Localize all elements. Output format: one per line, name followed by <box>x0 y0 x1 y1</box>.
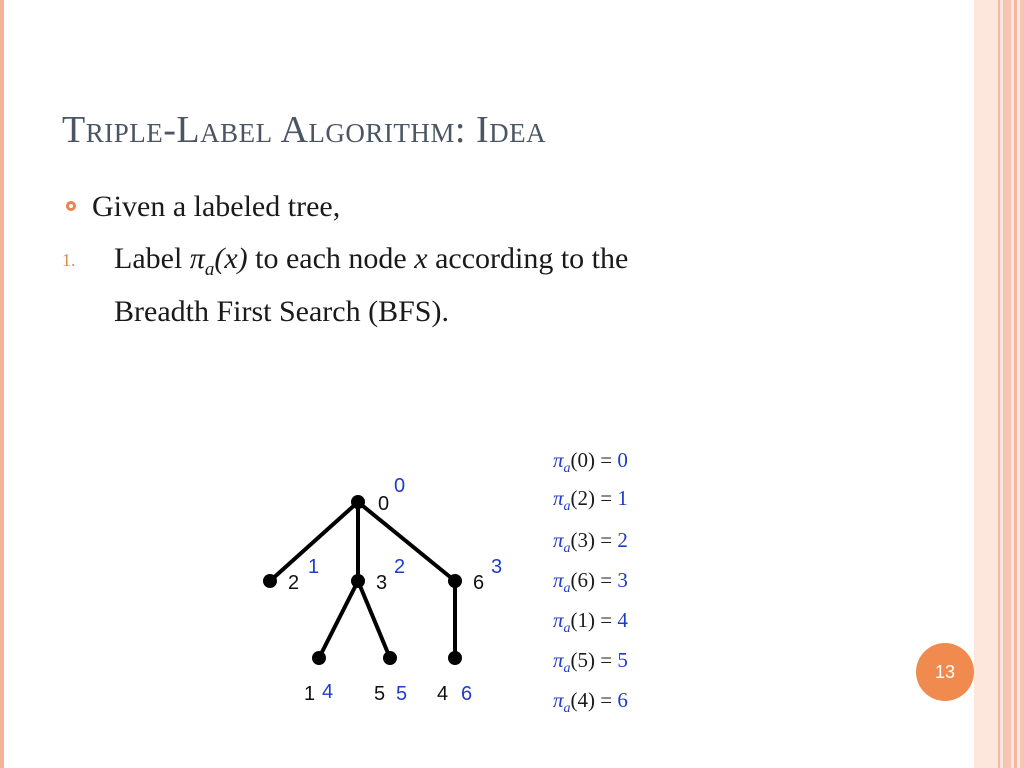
pi-subscript: a <box>563 581 571 597</box>
node-label-3: 3 <box>376 572 388 594</box>
tree-node-2 <box>263 574 277 588</box>
right-decorative-stripes <box>974 0 1024 768</box>
pi-symbol: π <box>553 528 564 552</box>
bullet-text: Given a labeled tree, <box>92 190 341 223</box>
tree-edge-0-6 <box>358 502 455 581</box>
pi-subscript: a <box>563 621 571 637</box>
pi-value: 5 <box>617 648 628 672</box>
pi-subscript: a <box>563 661 571 677</box>
pi-symbol: π <box>553 608 564 632</box>
pi-row <box>553 528 628 557</box>
pi-subscript: a <box>204 259 215 280</box>
pi-value: 6 <box>617 688 628 712</box>
pi-subscript: a <box>563 541 571 557</box>
text-mid: to each node <box>247 242 415 275</box>
pi-row <box>553 486 628 515</box>
bfs-label-0: 0 <box>394 475 406 497</box>
tree-node-1 <box>312 651 326 665</box>
tree-node-3 <box>351 574 365 588</box>
tree-node-4 <box>448 651 462 665</box>
slide-title: Triple-Label Algorithm: Idea <box>62 109 547 151</box>
bfs-label-4: 6 <box>461 683 473 705</box>
text-label: Label <box>114 242 190 275</box>
list-marker: 1. <box>62 250 76 270</box>
node-label-1: 1 <box>304 683 316 705</box>
pi-subscript: a <box>563 499 571 515</box>
node-label-0: 0 <box>378 493 390 515</box>
pi-value: 3 <box>617 568 628 592</box>
bfs-label-2: 1 <box>308 556 320 578</box>
stripe <box>1014 0 1017 768</box>
pi-symbol: π <box>553 568 564 592</box>
bfs-label-3: 2 <box>394 556 406 578</box>
stripe <box>998 0 1000 768</box>
pi-argument: (0) = <box>570 448 618 472</box>
bfs-label-1: 4 <box>322 681 334 703</box>
tree-node-6 <box>448 574 462 588</box>
node-label-5: 5 <box>374 683 386 705</box>
stripe <box>1003 0 1011 768</box>
var-x: x <box>414 242 428 275</box>
pi-argument: (4) = <box>570 688 618 712</box>
pi-value: 2 <box>617 528 628 552</box>
pi-row <box>553 648 628 677</box>
ring-bullet-icon <box>66 201 76 211</box>
pi-argument: (3) = <box>570 528 618 552</box>
pi-row <box>553 608 628 637</box>
pi-subscript: a <box>563 461 571 477</box>
page-number-badge: 13 <box>916 643 974 701</box>
stripe <box>1020 0 1024 768</box>
numbered-text <box>114 238 834 333</box>
bfs-label-5: 5 <box>396 683 408 705</box>
text-line2: Breadth First Search (BFS). <box>114 295 449 328</box>
tree-edge-3-1 <box>319 581 358 658</box>
pi-symbol: π <box>553 448 564 472</box>
pi-argument: (x) <box>214 242 248 275</box>
pi-row <box>553 568 628 597</box>
node-label-4: 4 <box>437 683 449 705</box>
text-after: according to the <box>427 242 629 275</box>
pi-value: 1 <box>617 486 628 510</box>
bfs-label-6: 3 <box>491 556 503 578</box>
pi-row <box>553 448 628 477</box>
pi-argument: (6) = <box>570 568 618 592</box>
tree-node-0 <box>351 495 365 509</box>
pi-argument: (1) = <box>570 608 618 632</box>
node-label-6: 6 <box>473 572 485 594</box>
tree-node-5 <box>383 651 397 665</box>
tree-diagram <box>250 460 530 710</box>
pi-argument: (5) = <box>570 648 618 672</box>
pi-argument: (2) = <box>570 486 618 510</box>
pi-subscript: a <box>563 701 571 717</box>
pi-symbol: π <box>189 242 205 275</box>
pi-symbol: π <box>553 648 564 672</box>
pi-row <box>553 688 628 717</box>
pi-symbol: π <box>553 688 564 712</box>
pi-value: 4 <box>617 608 628 632</box>
left-border-stripe <box>0 0 4 768</box>
pi-value: 0 <box>617 448 628 472</box>
node-label-2: 2 <box>288 572 300 594</box>
pi-symbol: π <box>553 486 564 510</box>
